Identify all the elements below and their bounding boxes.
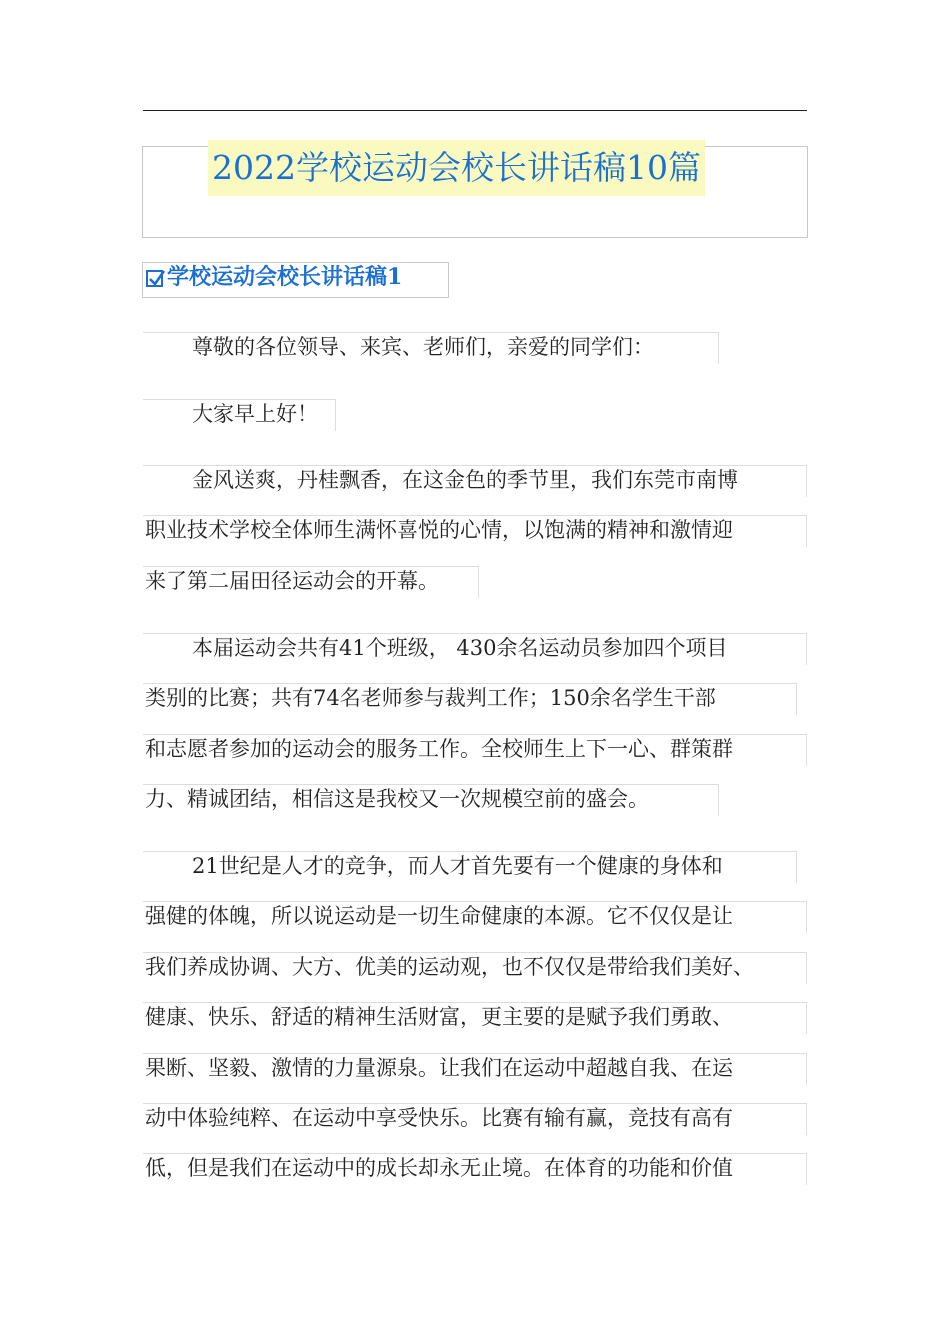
text-line: 本届运动会共有41个班级， 430余名运动员参加四个项目 — [192, 636, 728, 660]
text-line: 健康、快乐、舒适的精神生活财富，更主要的是赋予我们勇敢、 — [145, 1005, 733, 1029]
text-line: 尊敬的各位领导、来宾、老师们，亲爱的同学们： — [192, 335, 654, 359]
text-line: 力、精诚团结，相信这是我校又一次规模空前的盛会。 — [145, 787, 649, 811]
text-line: 强健的体魄，所以说运动是一切生命健康的本源。它不仅仅是让 — [145, 904, 733, 928]
section-heading: 学校运动会校长讲话稿1 — [167, 264, 403, 290]
text-line: 职业技术学校全体师生满怀喜悦的心情，以饱满的精神和激情迎 — [145, 518, 733, 542]
checkbox-check-icon — [146, 270, 163, 287]
text-line: 大家早上好！ — [192, 402, 318, 426]
text-line: 低，但是我们在运动中的成长却永无止境。在体育的功能和价值 — [145, 1156, 733, 1180]
text-line: 果断、坚毅、激情的力量源泉。让我们在运动中超越自我、在运 — [145, 1056, 733, 1080]
text-line: 类别的比赛；共有74名老师参与裁判工作；150余名学生干部 — [145, 686, 716, 710]
text-line: 动中体验纯粹、在运动中享受快乐。比赛有输有赢，竞技有高有 — [145, 1106, 733, 1130]
text-line: 和志愿者参加的运动会的服务工作。全校师生上下一心、群策群 — [145, 737, 733, 761]
top-rule — [143, 110, 807, 111]
document-title: 2022学校运动会校长讲话稿10篇 — [208, 140, 705, 196]
text-line: 我们养成协调、大方、优美的运动观，也不仅仅是带给我们美好、 — [145, 955, 754, 979]
text-line: 金风送爽，丹桂飘香，在这金色的季节里，我们东莞市南博 — [192, 468, 738, 492]
text-line: 来了第二届田径运动会的开幕。 — [145, 569, 439, 593]
text-line: 21世纪是人才的竞争，而人才首先要有一个健康的身体和 — [192, 854, 723, 878]
